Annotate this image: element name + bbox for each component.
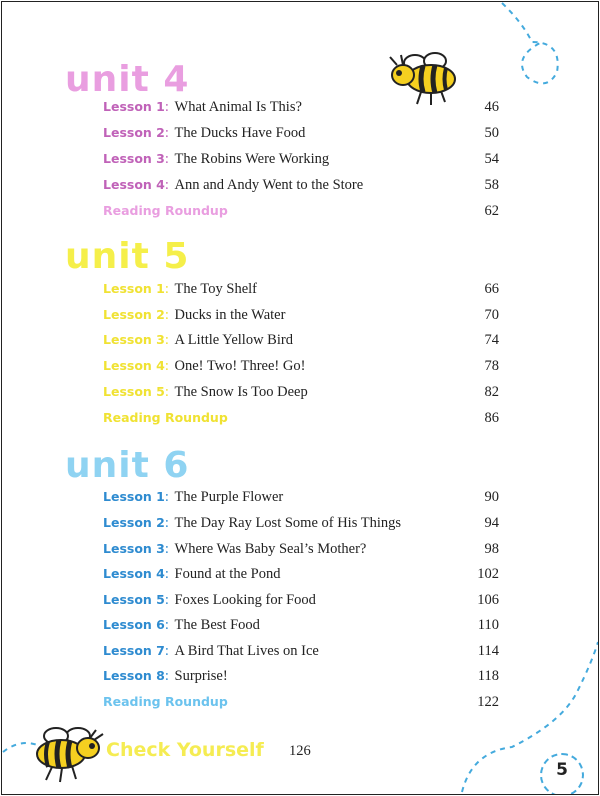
- page-number: 62: [484, 203, 499, 219]
- page-number: 110: [477, 617, 499, 633]
- unit-6-title: unit 6: [65, 445, 190, 486]
- lesson-label: Lesson 1: [103, 99, 165, 114]
- lesson-title: A Little Yellow Bird: [174, 332, 293, 348]
- toc-row[interactable]: Lesson 6: The Best Food 110: [103, 617, 499, 633]
- unit-4-title: unit 4: [65, 59, 190, 100]
- toc-page: [1, 1, 599, 795]
- toc-row-roundup[interactable]: [103, 694, 499, 714]
- reading-roundup-label: Reading Roundup: [103, 203, 228, 218]
- bee-icon-bottom: [26, 726, 106, 784]
- lesson-title: Foxes Looking for Food: [174, 592, 316, 608]
- toc-row[interactable]: Lesson 4: Found at the Pond 102: [103, 566, 499, 582]
- lesson-label: Lesson 4: [103, 177, 165, 192]
- lesson-title: Ducks in the Water: [174, 307, 286, 323]
- page-number: 46: [484, 99, 499, 115]
- unit-5-title: unit 5: [65, 236, 190, 277]
- toc-row[interactable]: Lesson 3: Where Was Baby Seal’s Mother? 98: [103, 541, 499, 557]
- lesson-label: Lesson 2: [103, 307, 165, 322]
- page-number: 58: [484, 177, 499, 193]
- lesson-label: Lesson 7: [103, 643, 165, 658]
- lesson-title: One! Two! Three! Go!: [174, 358, 306, 374]
- page-number: 106: [477, 592, 499, 608]
- lesson-title: The Snow Is Too Deep: [174, 384, 308, 400]
- toc-row[interactable]: Lesson 3: The Robins Were Working 54: [103, 151, 499, 167]
- page-number: 90: [484, 489, 499, 505]
- lesson-label: Lesson 3: [103, 151, 165, 166]
- toc-row[interactable]: Lesson 4: Ann and Andy Went to the Store 58: [103, 177, 499, 193]
- check-yourself-label[interactable]: Check Yourself: [106, 739, 264, 761]
- lesson-title: The Ducks Have Food: [174, 125, 306, 141]
- lesson-label: Lesson 8: [103, 668, 165, 683]
- toc-row[interactable]: Lesson 8: Surprise! 118: [103, 668, 499, 684]
- page-number: 118: [477, 668, 499, 684]
- lesson-title: The Robins Were Working: [174, 151, 330, 167]
- toc-row[interactable]: Lesson 2: The Ducks Have Food 50: [103, 125, 499, 141]
- lesson-title: Surprise!: [174, 668, 228, 684]
- lesson-title: What Animal Is This?: [174, 99, 302, 115]
- page-number-label: 5: [556, 760, 568, 780]
- page-number: 102: [477, 566, 499, 582]
- lesson-title: The Toy Shelf: [174, 281, 257, 297]
- toc-row[interactable]: Lesson 4: One! Two! Three! Go! 78: [103, 358, 499, 374]
- lesson-title: The Best Food: [174, 617, 260, 633]
- page-number: 98: [484, 541, 499, 557]
- toc-row[interactable]: Lesson 1: What Animal Is This? 46: [103, 99, 499, 115]
- lesson-label: Lesson 3: [103, 541, 165, 556]
- page-number: 94: [484, 515, 499, 531]
- toc-row[interactable]: Lesson 1: The Toy Shelf 66: [103, 281, 499, 297]
- toc-row[interactable]: Lesson 5: The Snow Is Too Deep 82: [103, 384, 499, 400]
- lesson-title: Ann and Andy Went to the Store: [174, 177, 364, 193]
- lesson-label: Lesson 2: [103, 515, 165, 530]
- page-number: 122: [477, 694, 499, 710]
- reading-roundup-label: Reading Roundup: [103, 694, 228, 709]
- check-yourself-page: 126: [289, 743, 311, 759]
- page-number: 50: [484, 125, 499, 141]
- page-number: 78: [484, 358, 499, 374]
- lesson-title: Where Was Baby Seal’s Mother?: [174, 541, 367, 557]
- lesson-label: Lesson 5: [103, 384, 165, 399]
- page-number: 66: [484, 281, 499, 297]
- lesson-label: Lesson 1: [103, 489, 165, 504]
- lesson-label: Lesson 1: [103, 281, 165, 296]
- page-number: 70: [484, 307, 499, 323]
- page-number: 74: [484, 332, 499, 348]
- toc-row[interactable]: Lesson 1: The Purple Flower 90: [103, 489, 499, 505]
- toc-row-roundup[interactable]: [103, 410, 499, 430]
- lesson-title: The Day Ray Lost Some of His Things: [174, 515, 401, 531]
- page-number: 82: [484, 384, 499, 400]
- lesson-title: Found at the Pond: [174, 566, 281, 582]
- lesson-label: Lesson 6: [103, 617, 165, 632]
- page-number: 86: [484, 410, 499, 426]
- toc-row[interactable]: Lesson 2: The Day Ray Lost Some of His Things 94: [103, 515, 499, 531]
- page-number: 54: [484, 151, 499, 167]
- reading-roundup-label: Reading Roundup: [103, 410, 228, 425]
- page-number: 114: [477, 643, 499, 659]
- lesson-title: A Bird That Lives on Ice: [174, 643, 319, 659]
- lesson-label: Lesson 5: [103, 592, 165, 607]
- toc-row[interactable]: Lesson 7: A Bird That Lives on Ice 114: [103, 643, 499, 659]
- toc-row[interactable]: Lesson 3: A Little Yellow Bird 74: [103, 332, 499, 348]
- lesson-label: Lesson 2: [103, 125, 165, 140]
- lesson-label: Lesson 4: [103, 358, 165, 373]
- toc-row[interactable]: Lesson 5: Foxes Looking for Food 106: [103, 592, 499, 608]
- toc-row[interactable]: Lesson 2: Ducks in the Water 70: [103, 307, 499, 323]
- lesson-label: Lesson 3: [103, 332, 165, 347]
- toc-row-roundup[interactable]: [103, 203, 499, 223]
- lesson-label: Lesson 4: [103, 566, 165, 581]
- lesson-title: The Purple Flower: [174, 489, 284, 505]
